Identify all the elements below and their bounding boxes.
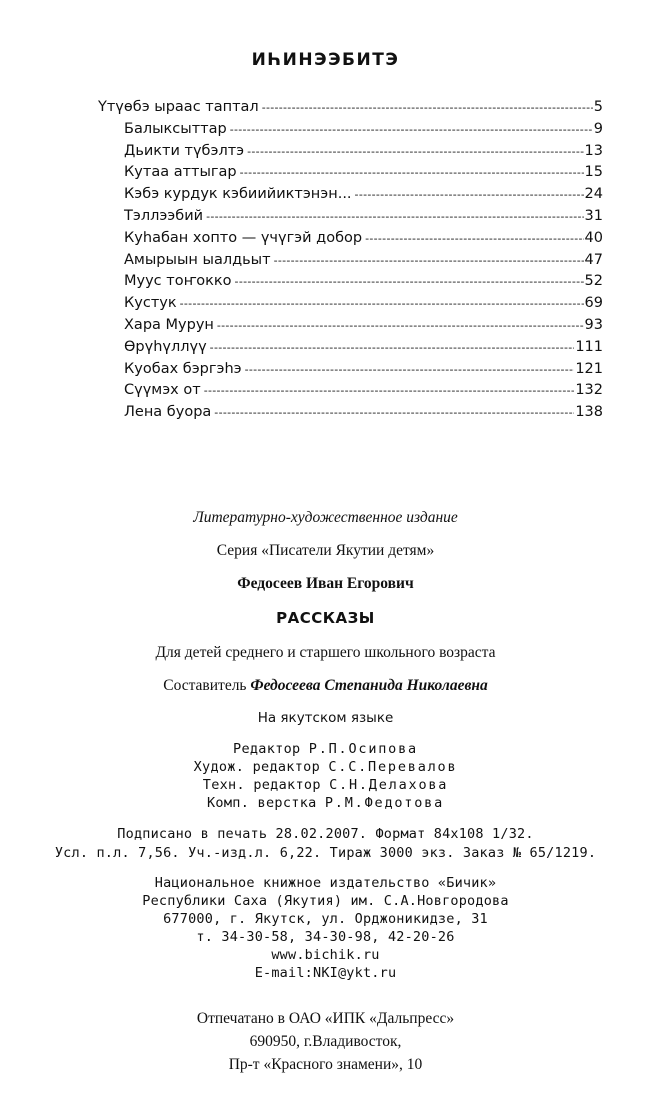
- credit-name: Р.П.Осипова: [308, 741, 418, 757]
- toc-leader: [247, 146, 583, 157]
- toc-entry[interactable]: [124, 252, 603, 272]
- toc-entry-page: 132: [575, 382, 603, 399]
- toc-entry-title: Хара Мурун: [124, 317, 214, 333]
- toc-entry[interactable]: [124, 164, 603, 184]
- publisher-line: 677000, г. Якутск, ул. Орджоникидзе, 31: [163, 911, 488, 927]
- toc-entry-page: 24: [584, 186, 603, 203]
- toc-entry-title: Амырыын ыалдьыт: [124, 251, 271, 268]
- toc-entry-title: Үтүөбэ ыраас таптал: [98, 99, 259, 115]
- toc-entry-title: Куобах бэргэһэ: [124, 360, 242, 377]
- toc-leader: [355, 189, 584, 200]
- toc-entry[interactable]: [124, 273, 603, 293]
- credit-role: Техн. редактор: [202, 777, 321, 793]
- toc-entry[interactable]: [124, 317, 603, 337]
- toc-entry-title: Дьикти түбэлтэ: [124, 142, 245, 159]
- toc-leader: [365, 233, 583, 244]
- language-note: На якутском языке: [257, 710, 394, 726]
- toc-entry-title: Кустук: [124, 295, 177, 312]
- toc-entry-title: Сүүмэх от: [124, 382, 201, 399]
- toc-entry[interactable]: [124, 382, 603, 402]
- publisher-line: Республики Саха (Якутия) им. С.А.Новгородова: [142, 893, 509, 909]
- toc-leader: [240, 167, 584, 178]
- toc-entry[interactable]: [124, 295, 603, 315]
- toc-leader: [204, 385, 575, 396]
- publisher-line: E-mail:NKI@ykt.ru: [254, 965, 397, 981]
- compiler-name: Федосеева Степанида Николаевна: [250, 677, 488, 694]
- toc-entry-page: 121: [575, 360, 603, 377]
- toc-entry-title: Тэллээбий: [124, 208, 204, 224]
- publisher-line: Национальное книжное издательство «Бичик»: [154, 875, 497, 891]
- credit-role: Редактор: [233, 741, 301, 757]
- toc-entry-page: 5: [593, 99, 603, 115]
- series-name: Серия «Писатели Якутии детям»: [216, 542, 435, 559]
- toc-leader: [245, 364, 575, 375]
- toc-entry[interactable]: [124, 361, 603, 381]
- toc-entry-title: Өрүһүллүү: [124, 338, 207, 355]
- toc-entry-title: Кэбэ курдук кэбиийиктэнэн...: [124, 186, 352, 203]
- author-name: Федосеев Иван Егорович: [237, 575, 414, 592]
- toc-entry-title: Балыксыттар: [124, 120, 227, 137]
- toc-entry-page: 52: [584, 273, 603, 290]
- toc-entry-page: 40: [584, 229, 603, 246]
- toc-entry-page: 15: [584, 164, 603, 181]
- book-title: РАССКАЗЫ: [276, 609, 375, 627]
- printer-line: Отпечатано в ОАО «ИПК «Дальпресс»: [196, 1010, 455, 1027]
- publisher-line: т. 34-30-58, 34-30-98, 42-20-26: [196, 929, 455, 945]
- toc-entry[interactable]: [124, 186, 603, 206]
- printer-line: 690950, г.Владивосток,: [249, 1033, 402, 1050]
- credit-role: Худож. редактор: [193, 759, 321, 775]
- toc-entry-title: Лена буора: [124, 404, 212, 421]
- toc-entry-page: 9: [593, 120, 603, 137]
- credit-line: [0, 795, 651, 811]
- toc-leader: [235, 276, 584, 287]
- toc-entry[interactable]: [124, 208, 603, 228]
- toc-leader: [274, 255, 584, 266]
- toc-entry-page: 31: [584, 208, 603, 224]
- toc-entry-page: 69: [584, 295, 603, 312]
- credit-line: [0, 741, 651, 757]
- credit-name: Р.М.Федотова: [324, 795, 445, 811]
- credit-line: [0, 759, 651, 775]
- audience: Для детей среднего и старшего школьного возраста: [155, 644, 496, 661]
- credit-role: Комп. верстка: [206, 795, 317, 811]
- toc-entry[interactable]: [98, 99, 603, 119]
- toc-entry-page: 111: [575, 338, 603, 355]
- toc-entry-title: Кутаа аттыгар: [124, 164, 237, 181]
- publisher-line: www.bichik.ru: [271, 947, 380, 963]
- toc-leader: [262, 102, 593, 113]
- toc-entry-title: Муус тоҥокко: [124, 273, 232, 290]
- compiler: [0, 677, 651, 695]
- toc-leader: [180, 298, 584, 309]
- toc-entry-page: 93: [584, 317, 603, 333]
- credit-line: [0, 777, 651, 793]
- toc-leader: [214, 407, 574, 418]
- toc-entry[interactable]: [124, 143, 603, 163]
- toc-leader: [206, 211, 583, 222]
- toc-title: ИҺИНЭЭБИТЭ: [251, 50, 400, 70]
- toc-entry[interactable]: [124, 121, 603, 141]
- toc-entry[interactable]: [124, 339, 603, 359]
- edition-type: Литературно-художественное издание: [193, 509, 458, 526]
- credit-name: С.Н.Делахова: [329, 777, 449, 793]
- printer-line: Пр-т «Красного знамени», 10: [228, 1056, 423, 1073]
- toc-leader: [210, 342, 575, 353]
- credit-name: С.С.Перевалов: [328, 759, 458, 775]
- print-info: Подписано в печать 28.02.2007. Формат 84х108 1/32.: [117, 826, 534, 842]
- toc-leader: [217, 320, 584, 331]
- toc-entry[interactable]: [124, 230, 603, 250]
- toc-entry-title: Куһабан хопто — үчүгэй добор: [124, 229, 363, 246]
- toc-entry-page: 138: [575, 404, 603, 421]
- toc-entry-page: 13: [584, 142, 603, 159]
- toc-leader: [230, 124, 593, 135]
- toc-entry-page: 47: [584, 251, 603, 268]
- print-info: Усл. п.л. 7,56. Уч.-изд.л. 6,22. Тираж 3000 экз. Заказ № 65/1219.: [54, 845, 597, 861]
- compiler-label: Составитель: [163, 677, 247, 694]
- toc-entry[interactable]: [124, 404, 603, 424]
